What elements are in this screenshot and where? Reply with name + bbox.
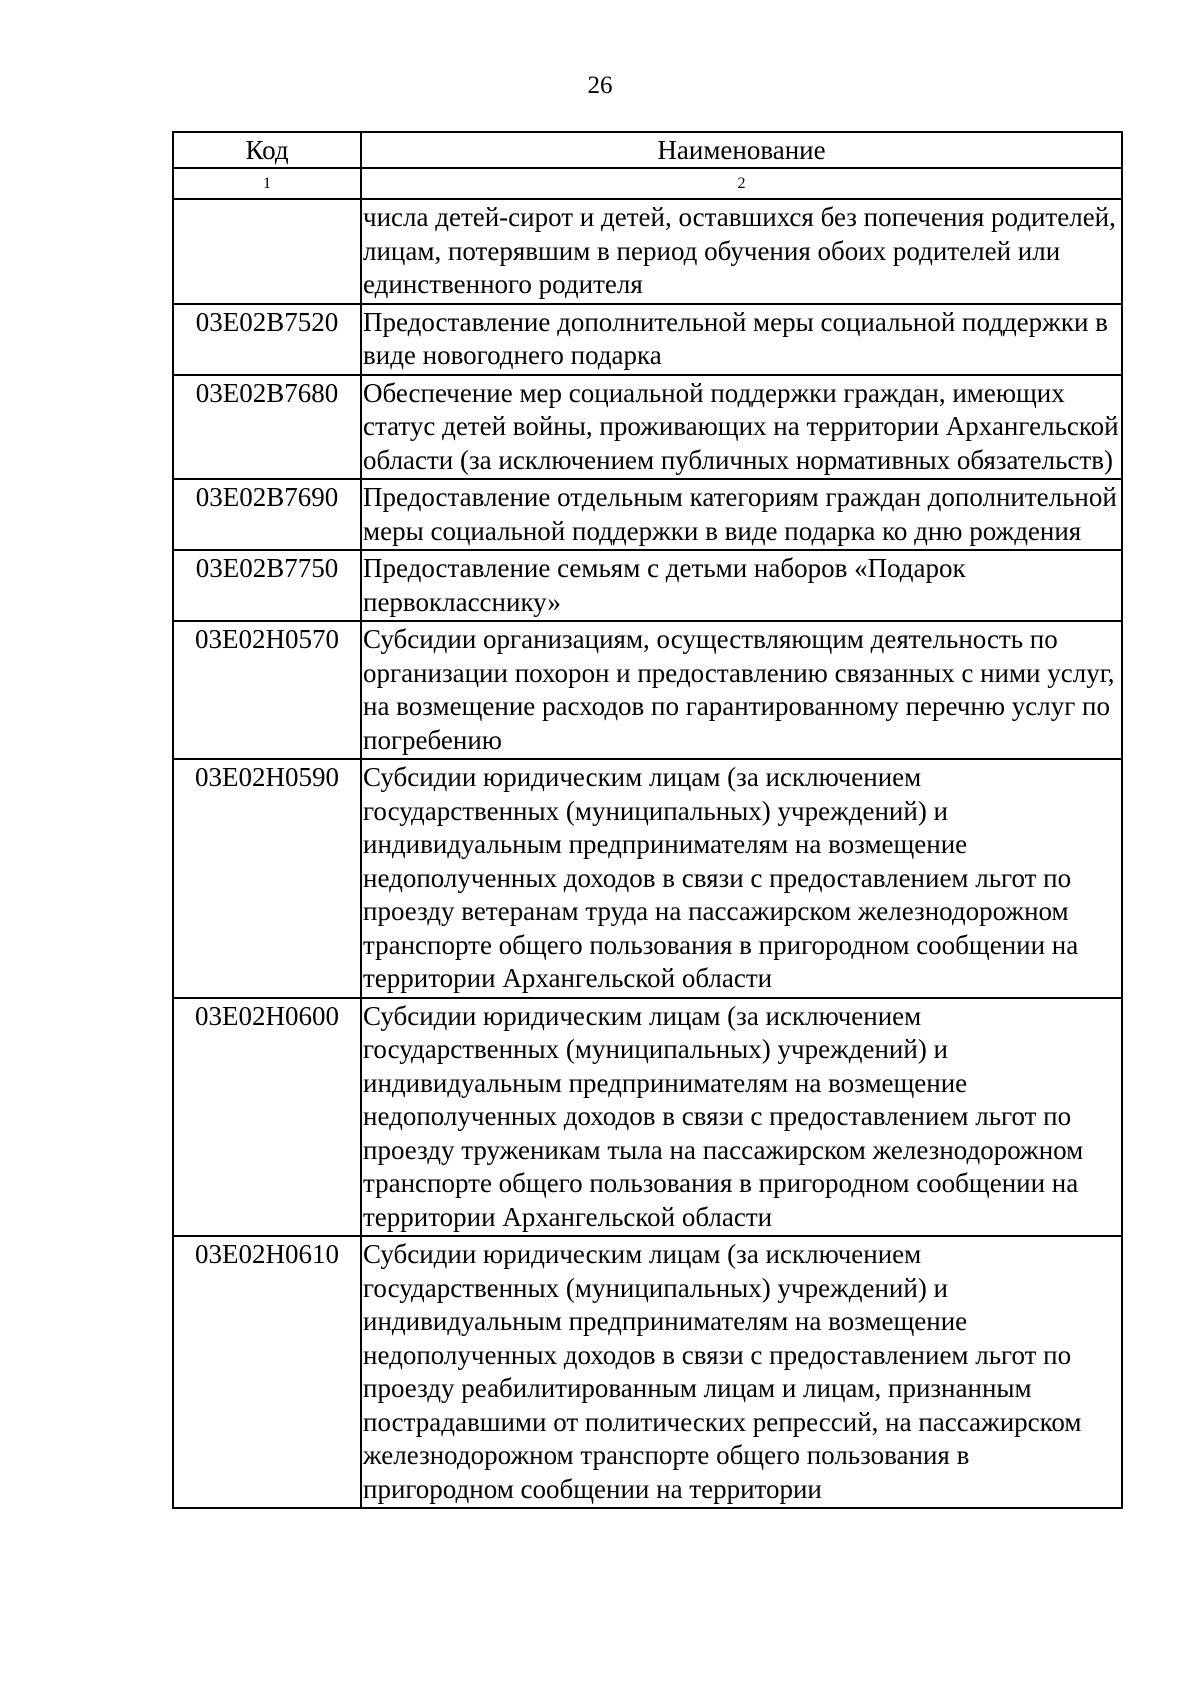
table-row	[173, 199, 1122, 304]
row-code: 03E02B7520	[173, 304, 361, 375]
table-row	[173, 759, 1122, 998]
column-number-name: 2	[361, 168, 1122, 199]
table-row	[173, 550, 1122, 621]
table-row	[173, 479, 1122, 550]
row-code: 03E02B7750	[173, 550, 361, 621]
header-code: Код	[173, 132, 361, 168]
table-header-row	[173, 132, 1122, 168]
table-row	[173, 304, 1122, 375]
row-name: Предоставление семьям с детьми наборов «Подарок первокласснику»	[361, 550, 1122, 621]
budget-codes-table	[172, 131, 1123, 1509]
table-row	[173, 998, 1122, 1237]
page-number: 26	[587, 72, 613, 99]
row-name: Предоставление отдельным категориям граждан дополнительной меры социальной поддержки в виде подарка ко дню рождения	[361, 479, 1122, 550]
row-code: 03E02H0590	[173, 759, 361, 998]
row-code: 03E02B7680	[173, 375, 361, 480]
row-code: 03E02H0570	[173, 621, 361, 759]
column-number-row	[173, 168, 1122, 199]
row-code: 03E02B7690	[173, 479, 361, 550]
row-code: 03E02H0600	[173, 998, 361, 1237]
row-code	[173, 199, 361, 304]
row-name: числа детей-сирот и детей, оставшихся без попечения родителей, лицам, потерявшим в период обучения обоих родителей или единственного родителя	[361, 199, 1122, 304]
table-row	[173, 1236, 1122, 1508]
row-name: Субсидии юридическим лицам (за исключением государственных (муниципальных) учреждений) и индивидуальным предпринимателям на возмещение недополученных доходов в связи с предоставлением льгот по проезду ветеранам труда на пассажирском железнодорожном транспорте общего пользования в пригородном сообщении на территории Архангельской области	[361, 759, 1122, 998]
table-row	[173, 621, 1122, 759]
header-name: Наименование	[361, 132, 1122, 168]
row-name: Предоставление дополнительной меры социальной поддержки в виде новогоднего подарка	[361, 304, 1122, 375]
table-row	[173, 375, 1122, 480]
row-name: Субсидии юридическим лицам (за исключением государственных (муниципальных) учреждений) и индивидуальным предпринимателям на возмещение недополученных доходов в связи с предоставлением льгот по проезду реабилитированным лицам и лицам, признанным пострадавшими от политических репрессий, на пассажирском железнодорожном транспорте общего пользования в пригородном сообщении на территории	[361, 1236, 1122, 1508]
row-name: Субсидии организациям, осуществляющим деятельность по организации похорон и предоставлению связанных с ними услуг, на возмещение расходов по гарантированному перечню услуг по погребению	[361, 621, 1122, 759]
row-name: Обеспечение мер социальной поддержки граждан, имеющих статус детей войны, проживающих на территории Архангельской области (за исключением публичных нормативных обязательств)	[361, 375, 1122, 480]
row-code: 03E02H0610	[173, 1236, 361, 1508]
column-number-code: 1	[173, 168, 361, 199]
row-name: Субсидии юридическим лицам (за исключением государственных (муниципальных) учреждений) и индивидуальным предпринимателям на возмещение недополученных доходов в связи с предоставлением льгот по проезду труженикам тыла на пассажирском железнодорожном транспорте общего пользования в пригородном сообщении на территории Архангельской области	[361, 998, 1122, 1237]
